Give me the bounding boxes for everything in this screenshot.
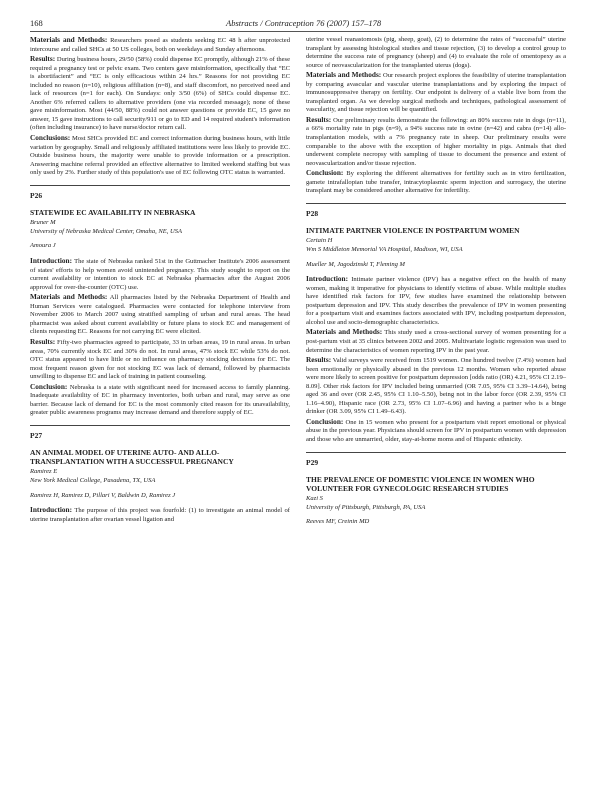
abstract-affiliation: New York Medical College, Pasadena, TX, USA bbox=[30, 477, 156, 485]
section-divider bbox=[306, 452, 566, 453]
paragraph: Materials and Methods: This study used a cross-sectional survey of women presenting for a post-partum visit at 35 clinics between 2002 and 2005. Multivariate logistic regression was used to determine the characteristics of women reporting IPV in the past year. bbox=[306, 327, 566, 354]
paragraph: Results: Valid surveys were received from 1519 women. One hundred twelve (7.4%) women had been emotionally or physically abused in the previous 12 months. Women who reported abuse were more likely to screen positive for postpartum depression [odds ratio (OR) 4.21, 95% CI 2.19–8.09]. Other risk factors for IPV included being unmarried (OR 7.05, 95% CI 3.39–14.64), being aged 36 and over (OR 2.45, 95% CI 1.10–5.50), being not in the labor force (OR 2.39, 95% CI 1.16–4.90), Hispanic race (OR 2.73, 95% CI 1.07–6.96) and having a partner who is a binge drinker (OR 3.09, 95% CI 1.49–6.43). bbox=[306, 355, 566, 416]
abstract-number: P28 bbox=[306, 208, 319, 218]
header-rule bbox=[30, 31, 564, 32]
paragraph: Materials and Methods: Our research project explores the feasibility of uterine transplantation by comparing avascular and vascular uterine transplantations and by exploring the impact of immunosuppressive therapy on fertility. Our endpoint is delivery of a viable live born from the transplanted organ. As we develop surgical methods and techniques, pathological assessment of vascularity, and tissue rejection will be quantified. bbox=[306, 70, 566, 114]
abstract-title: STATEWIDE EC AVAILABILITY IN NEBRASKA bbox=[30, 208, 196, 218]
abstract-affiliation: University of Nebraska Medical Center, Omaha, NE, USA bbox=[30, 227, 183, 235]
left-column bbox=[30, 36, 290, 525]
section-divider bbox=[30, 185, 290, 186]
abstract-author: Ramirez E bbox=[30, 468, 58, 476]
paragraph: Results: During business hours, 29/50 (58%) could dispense EC promptly, although 21% of these required a pregnancy test or pelvic exam. Two centers gave misinformation, specifically that “EC is abortifacient” and “EC is only efficacious within 24 hrs.” Reasons for not providing EC included no reason (n=10), religious affiliation (n=8), and staff discomfort, no perceived need and lack of resources (n=1 for each). On Sundays: only 3/50 (6%) of SHCs could dispense EC. Another 6% referred callers to alternative providers (one via recorded message); none of these gave misinformation. Most (44/50, 88%) could not answer questions or provide EC, 15 gave no answer, 15 gave instructions to call security/911 or go to ED and 14 required student's information (often including insurance) to have nurse/doctor return call. bbox=[30, 54, 290, 132]
abstract-coauthors: Ramirez H, Ramirez D, Pillari V, Baldwin D, Ramirez J bbox=[30, 491, 176, 499]
paragraph: Materials and Methods: All pharmacies listed by the Nebraska Department of Health and Human Services were catalogued. Pharmacies were contacted for telephone interview from November 2006 to March 2007 using stratified sampling of urban and rural areas. The head pharmacist was asked about current availability or future plans to stock EC and management of clients requesting EC. Reasons for not carrying EC were elicited. bbox=[30, 292, 290, 336]
abstract-title: INTIMATE PARTNER VIOLENCE IN POSTPARTUM WOMEN bbox=[306, 226, 520, 236]
abstract-number: P27 bbox=[30, 430, 43, 440]
abstract-coauthors: Reeves MF, Creinin MD bbox=[306, 518, 370, 526]
abstract-number: P26 bbox=[30, 190, 43, 200]
paragraph: Introduction: The purpose of this project was fourfold: (1) to investigate an animal model of uterine transplantation after ovarian vessel ligation and bbox=[30, 505, 290, 523]
paragraph: Results: Our preliminary results demonstrate the following: an 80% success rate in dogs (n=11), a 66% mortality rate in pigs (n=9), a 94% success rate in ovine (n=42) and cabra (n=14) allo-transplantation models, with a 7% pregnancy rate in sheep. Our preliminary results were comparable to the above with the exception of higher mortality in pigs. Animals that died underwent complete necropsy with sampling of tissue to document the presence and extent of neovascularization and/or tissue rejection. bbox=[306, 114, 566, 167]
page-header bbox=[30, 18, 564, 30]
journal-title: Abstracts / Contraception 76 (2007) 157–178 bbox=[226, 18, 382, 28]
paragraph: Conclusion: By exploring the different alternatives for fertility such as in vitro fertilization, gamete intrafallopian tube transfer, intracytoplasmic sperm injection and surrogacy, the uterine transplant may be considered another alternative for infertility. bbox=[306, 168, 566, 195]
section-divider bbox=[30, 425, 290, 426]
abstract-coauthors: Amoura J bbox=[30, 242, 56, 250]
abstract-author: Bruner M bbox=[30, 219, 56, 227]
abstract-coauthors: Mueller M, Jagodzinski T, Fleming M bbox=[306, 260, 405, 268]
abstract-author: Kazi S bbox=[306, 495, 323, 503]
abstract-title: THE PREVALENCE OF DOMESTIC VIOLENCE IN WOMEN WHO VOLUNTEER FOR GYNECOLOGIC RESEARCH STUDIES bbox=[306, 475, 535, 494]
abstract-author: Certain H bbox=[306, 237, 333, 245]
abstract-title: AN ANIMAL MODEL OF UTERINE AUTO- AND ALLO-TRANSPLANTATION WITH A SUCCESSFUL PREGNANCY bbox=[30, 448, 234, 467]
right-column bbox=[306, 36, 566, 533]
paragraph: Conclusions: Most SHCs provided EC and correct information during business hours, with little variation by geography. Small and religiously affiliated institutions were less likely to provide EC. Outside business hours, the majority were unable to provide information or a prescription. Answering machine referral provided an effective alternative to limited weekend staffing but was only used by 2%. Further study of this population's use of EC following OTC status is warranted. bbox=[30, 133, 290, 177]
paragraph: Results: Fifty-two pharmacies agreed to participate, 33 in urban areas, 19 in rural areas. In urban areas, 70% currently stock EC and 30% do not. In rural areas, 47% stock EC while 53% do not. OTC status appeared to have little or no influence on pharmacy stocking decisions for EC. The most frequent reason given for not stocking EC was lack of demand, followed by pharmacists unwilling to dispense EC and lack of training in patient counseling. bbox=[30, 337, 290, 381]
paragraph: Conclusion: Nebraska is a state with significant need for increased access to family planning. Inadequate availability of EC in pharmacy inventories, both urban and rural, may serve as one barrier. Because lack of demand for EC is the most commonly cited reason for its unavailability, greater public awareness programs may increase demand and therefore supply of EC. bbox=[30, 381, 290, 417]
section-divider bbox=[306, 203, 566, 204]
paragraph: Materials and Methods: Researchers posed as students seeking EC 48 h after unprotected intercourse and called SHCs at 50 US colleges, both on weekdays and Sunday afternoons. bbox=[30, 35, 290, 53]
paragraph: Introduction: Intimate partner violence (IPV) has a negative effect on the health of many women, making it imperative for physicians to identify victims of abuse. While multiple studies have identified risk factors for IPV, few studies have examined the relationship between postpartum depression and IPV. This study describes the prevalence of IPV in women presenting for a postpartum visit and examines factors associated with IPV, including postpartum depression, alcohol use and socio-demographic characteristics. bbox=[306, 274, 566, 326]
paragraph: Conclusion: One in 15 women who present for a postpartum visit report emotional or physical abuse in the previous year. Physicians should screen for IPV in postpartum women with depression and those who are unmarried, older, stay-at-home moms and of Hispanic ethnicity. bbox=[306, 416, 566, 444]
abstract-affiliation: University of Pittsburgh, Pittsburgh, PA, USA bbox=[306, 503, 426, 511]
page-number: 168 bbox=[30, 18, 43, 28]
paragraph: Introduction: The state of Nebraska ranked 51st in the Guttmacher Institute's 2006 assessment of states' efforts to help women avoid unintended pregnancy. This study sought to report on the current availability or intention to stock EC at Nebraska pharmacies after the August 2006 approval for over-the-counter (OTC) use. bbox=[30, 256, 290, 291]
abstract-affiliation: Wm S Middleton Memorial VA Hospital, Madison, WI, USA bbox=[306, 245, 463, 253]
paragraph: uterine vessel reanastomosis (pig, sheep, goat), (2) to determine the rates of “successful” uterine transplant by assessing histological studies and tissue rejection, (3) to develop a control group to determine the success rate of pregnancy (sheep) and (4) to evaluate the role of omentopexy as a source of neovascularization for the transplanted uterus (dogs). bbox=[306, 36, 566, 69]
abstract-number: P29 bbox=[306, 457, 319, 467]
